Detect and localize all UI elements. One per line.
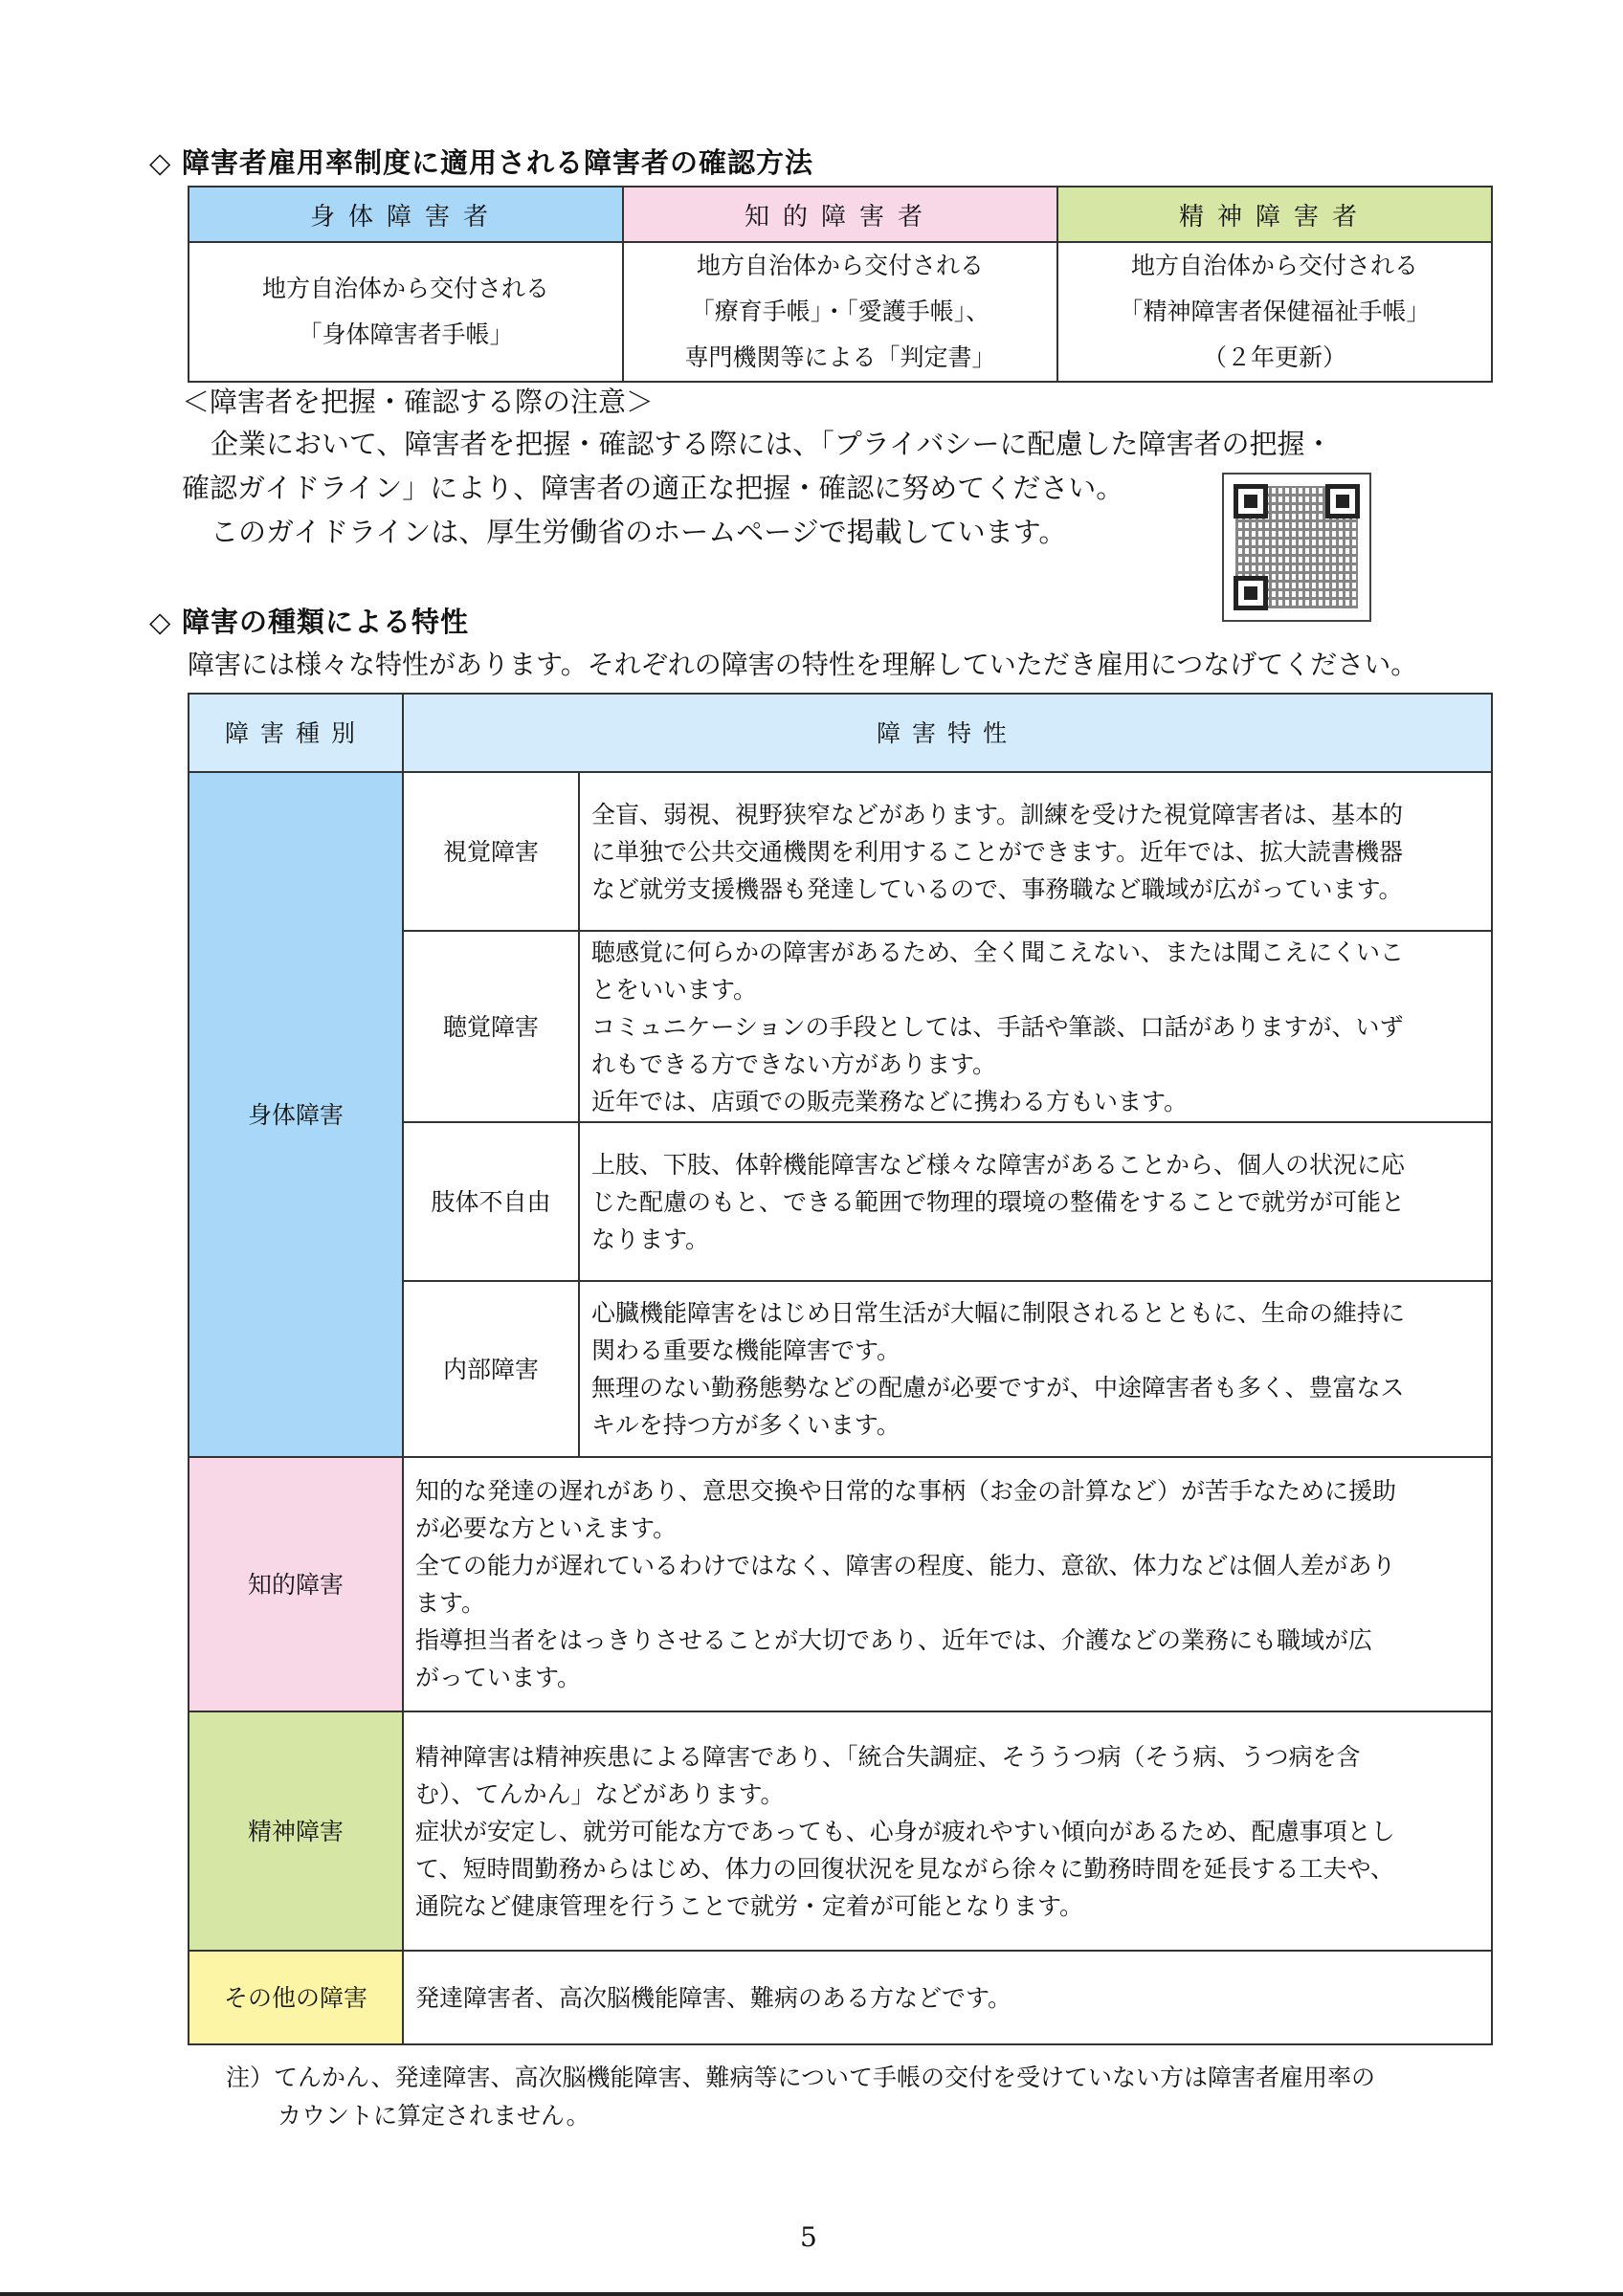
note-line: 確認ガイドライン」により、障害者の適正な把握・確認に努めてください。 — [182, 472, 1124, 504]
subcategory-hearing: 聴覚障害 — [403, 931, 579, 1122]
description-other: 発達障害者、高次脳機能障害、難病のある方などです。 — [403, 1951, 1492, 2044]
diamond-marker-icon: ◇ — [149, 606, 172, 638]
header-characteristics: 障害特性 — [403, 694, 1492, 772]
description-intellectual: 知的な発達の遅れがあり、意思交換や日常的な事柄（お金の計算など）が苦手なために援助 が必要な方といえます。 全ての能力が遅れているわけではなく、障害の程度、能力、意欲、体力などは個人差があり ます。 指導担当者をはっきりさせることが大切であり、近年では、介護などの業務にも職域が広 がっています。 — [403, 1457, 1492, 1711]
description-internal: 心臓機能障害をはじめ日常生活が大幅に制限されるとともに、生命の維持に 関わる重要な機能障害です。 無理のない勤務態勢などの配慮が必要ですが、中途障害者も多く、豊富なス キルを持つ方が多くいます。 — [579, 1281, 1492, 1457]
section2-intro: 障害には様々な特性があります。それぞれの障害の特性を理解していただき雇用につなげてください。 — [188, 649, 1418, 680]
cell-physical: 地方自治体から交付される 「身体障害者手帳」 — [189, 242, 623, 382]
footnote-line: カウントに算定されません。 — [278, 2102, 590, 2130]
note-line: このガイドラインは、厚生労働省のホームページで掲載しています。 — [211, 516, 1067, 548]
section1-heading: ◇ 障害者雇用率制度に適用される障害者の確認方法 — [149, 146, 814, 179]
cell-mental: 地方自治体から交付される 「精神障害者保健福祉手帳」 （２年更新） — [1057, 242, 1492, 382]
footnote-line: 注）てんかん、発達障害、高次脳機能障害、難病等について手帳の交付を受けていない方は障害者雇用率の — [226, 2064, 1376, 2091]
category-other: その他の障害 — [189, 1951, 403, 2044]
description-mental: 精神障害は精神疾患による障害であり、「統合失調症、そううつ病（そう病、うつ病を含 む）、てんかん」などがあります。 症状が安定し、就労可能な方であっても、心身が疲れやすい傾向があるため、配慮事項とし て、短時間勤務からはじめ、体力の回復状況を見ながら徐々に勤務時間を延長する工夫や、 通院など健康管理を行うことで就労・定着が可能となります。 — [403, 1711, 1492, 1951]
category-mental: 精神障害 — [189, 1711, 403, 1951]
category-physical: 身体障害 — [189, 772, 403, 1457]
note-line: 企業において、障害者を把握・確認する際には、「プライバシーに配慮した障害者の把握・ — [211, 428, 1333, 460]
note-title: ＜障害者を把握・確認する際の注意＞ — [182, 386, 655, 418]
subcategory-internal: 内部障害 — [403, 1281, 579, 1457]
confirmation-method-table — [188, 186, 1493, 383]
section2-heading: ◇ 障害の種類による特性 — [149, 606, 470, 638]
category-intellectual: 知的障害 — [189, 1457, 403, 1711]
cell-intellectual: 地方自治体から交付される 「療育手帳」・「愛護手帳」、 専門機関等による「判定書」 — [623, 242, 1057, 382]
bottom-rule — [0, 2292, 1623, 2296]
header-mental: 精神障害者 — [1057, 187, 1492, 242]
description-hearing: 聴感覚に何らかの障害があるため、全く聞こえない、または聞こえにくいこ とをいいます。 コミュニケーションの手段としては、手話や筆談、口話がありますが、いず れもできる方できない方があります。 近年では、店頭での販売業務などに携わる方もいます。 — [579, 931, 1492, 1122]
description-limb: 上肢、下肢、体幹機能障害など様々な障害があることから、個人の状況に応 じた配慮のもと、できる範囲で物理的環境の整備をすることで就労が可能と なります。 — [579, 1122, 1492, 1281]
header-type: 障害種別 — [189, 694, 403, 772]
qr-code-icon[interactable] — [1222, 473, 1371, 622]
header-physical: 身体障害者 — [189, 187, 623, 242]
subcategory-visual: 視覚障害 — [403, 772, 579, 931]
page-number: 5 — [800, 2221, 817, 2253]
description-visual: 全盲、弱視、視野狭窄などがあります。訓練を受けた視覚障害者は、基本的 に単独で公共交通機関を利用することができます。近年では、拡大読書機器 など就労支援機器も発達しているので、事務職など職域が広がっています。 — [579, 772, 1492, 931]
diamond-marker-icon: ◇ — [149, 146, 172, 179]
disability-characteristics-table — [188, 693, 1493, 2045]
header-intellectual: 知的障害者 — [623, 187, 1057, 242]
subcategory-limb: 肢体不自由 — [403, 1122, 579, 1281]
